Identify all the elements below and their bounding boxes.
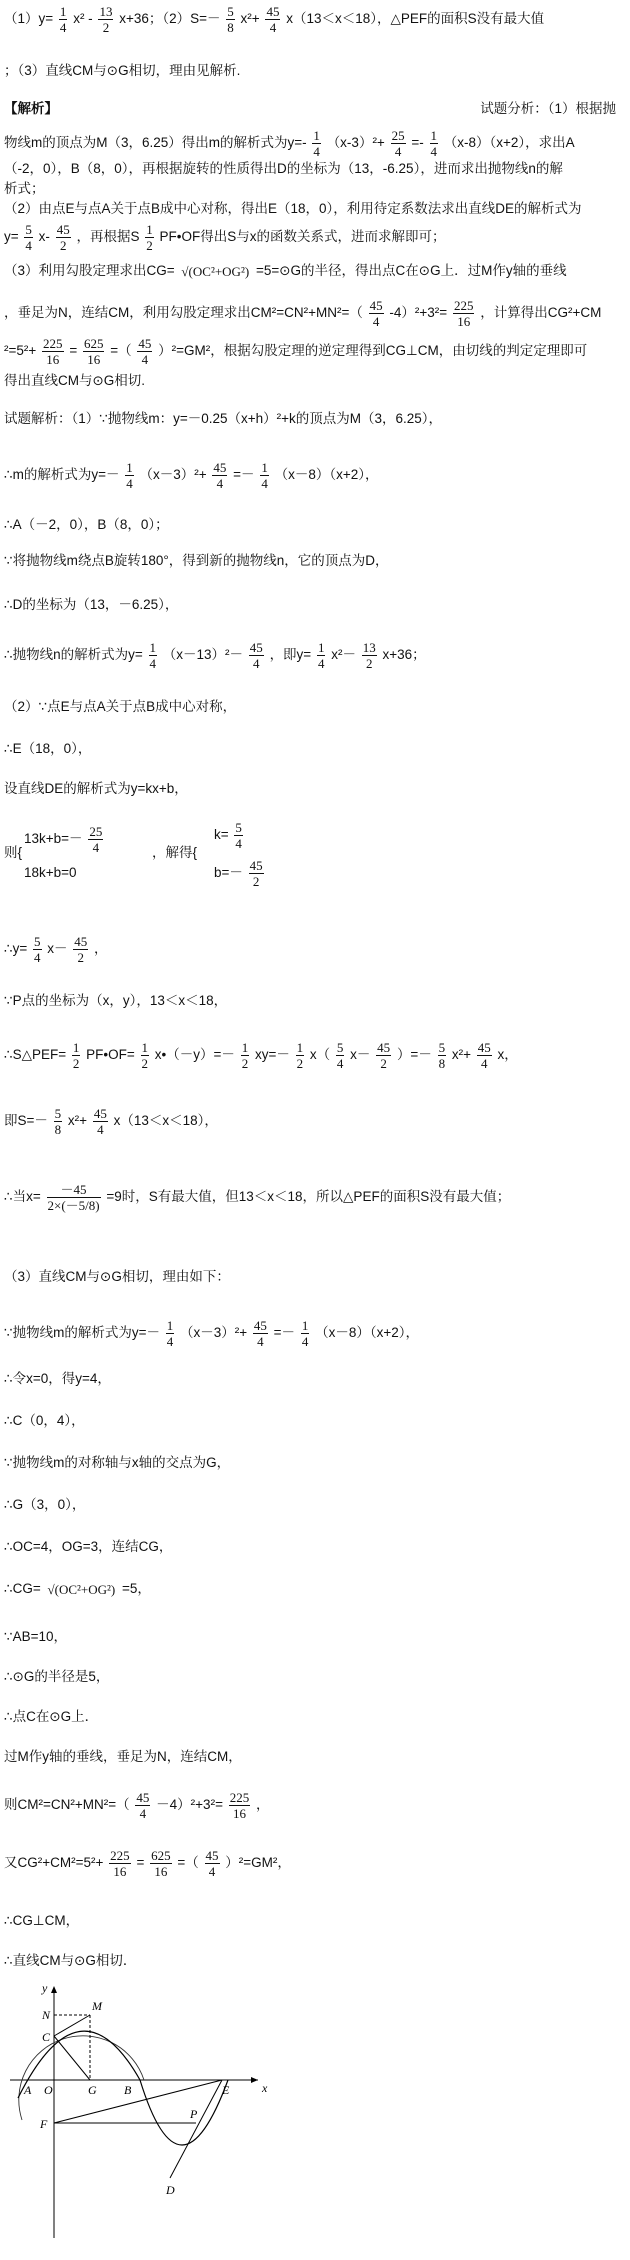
analysis-heading bbox=[4, 100, 626, 118]
fraction: $\frac{5}{8}$ bbox=[227, 4, 234, 35]
answer-line-2 bbox=[4, 62, 240, 80]
solution-line: 又CG²+CM²=5²+ $\frac{225}{16}$ = $\frac{625}{16}$ =（ $\frac{45}{4}$ ）²=GM²， bbox=[4, 1848, 291, 1879]
parabola-m bbox=[18, 2031, 140, 2098]
analysis-line: ，垂足为N，连结CM，利用勾股定理求出CM²=CN²+MN²=（ $\frac{45}{4}$ -4）²+3²= $\frac{225}{16}$ ，计算得出CG²+CM bbox=[4, 298, 602, 329]
text: ；（3）直线CM与⊙G相切，理由见解析. bbox=[4, 63, 241, 78]
solution-line: 则CM²=CN²+MN²=（ $\frac{45}{4}$ －4）²+3²= $\frac{225}{16}$ ， bbox=[4, 1790, 270, 1821]
text: （1）y= bbox=[4, 11, 54, 27]
solution-line: ∴⊙G的半径是5， bbox=[4, 1669, 110, 1684]
solution-line: 试题解析：（1）∵抛物线m：y=－0.25（x+h）²+k的顶点为M（3，6.25）， bbox=[4, 411, 443, 426]
label-m: M bbox=[92, 1999, 102, 2013]
de-line bbox=[170, 2080, 222, 2178]
analysis-line: ²=5²+ $\frac{225}{16}$ = $\frac{625}{16}$ =（ $\frac{45}{4}$ ）²=GM²，根据勾股定理的逆定理得到CG⊥CM，由切线的判定定理即可 bbox=[4, 336, 588, 367]
solution-line: ∴令x=0，得y=4， bbox=[4, 1371, 111, 1386]
solution-line: ∴A（－2，0），B（8，0）； bbox=[4, 517, 169, 532]
label-o: O bbox=[44, 2083, 53, 2097]
text: x（13＜x＜18），△PEF的面积S没有最大值 bbox=[286, 11, 545, 27]
solution-line: ∵抛物线m的对称轴与x轴的交点为G， bbox=[4, 1455, 231, 1470]
solution-line: ∴y= $\frac{5}{4}$ x－ $\frac{45}{2}$ ， bbox=[4, 934, 108, 965]
analysis-line: 得出直线CM与⊙G相切. bbox=[4, 373, 146, 388]
label-c: C bbox=[42, 2030, 51, 2044]
solution-line: 设直线DE的解析式为y=kx+b， bbox=[4, 781, 188, 796]
solution-line: ∴C（0，4）， bbox=[4, 1413, 85, 1428]
label-a: A bbox=[24, 2083, 32, 2097]
circle-arc bbox=[19, 2036, 144, 2120]
analysis-line: 析式； bbox=[4, 181, 45, 196]
label-n: N bbox=[42, 2008, 51, 2022]
solution-line: ∵AB=10， bbox=[4, 1629, 67, 1644]
solution-line: ∴点C在⊙G上． bbox=[4, 1709, 99, 1724]
fraction: $\frac{1}{4}$ bbox=[59, 4, 67, 35]
text: x² - bbox=[73, 11, 93, 27]
analysis-line: （-2，0），B（8，0），再根据旋转的性质得出D的坐标为（13，-6.25），进而求出抛物线n的解 bbox=[4, 161, 563, 176]
fraction: $\frac{45}{4}$ bbox=[266, 4, 280, 35]
solution-line: ∴抛物线n的解析式为y= $\frac{1}{4}$ （x－13）²－ $\frac{45}{4}$ ，即y= $\frac{1}{4}$ x²－ $\frac{13}{2}$ x+36； bbox=[4, 640, 426, 671]
analysis-line: 物线m的顶点为M（3，6.25）得出m的解析式为y=- $\frac{1}{4}$ （x-3）²+ $\frac{25}{4}$ =- $\frac{1}{4}$ （x-8）（x+2），求出A bbox=[4, 128, 575, 159]
solution-line: ∴CG⊥CM， bbox=[4, 1913, 80, 1928]
label-g: G bbox=[88, 2083, 97, 2097]
label-x: x bbox=[262, 2081, 268, 2095]
solution-line: ∴直线CM与⊙G相切． bbox=[4, 1953, 137, 1968]
solution-line: 过M作y轴的垂线，垂足为N，连结CM， bbox=[4, 1749, 242, 1764]
solution-line: （3）直线CM与⊙G相切，理由如下： bbox=[4, 1269, 230, 1284]
text: 试题分析：（1）根据抛 bbox=[480, 101, 616, 116]
label-e: E bbox=[222, 2083, 230, 2097]
solution-line: ∴当x= $\frac{-45}{2\times(-5/8)}$ =9时，S有最大值，但13＜x＜18，所以△PEF的面积S没有最大值； bbox=[4, 1182, 511, 1213]
solution-line: ∵P点的坐标为（x，y），13＜x＜18， bbox=[4, 993, 228, 1008]
label-p: P bbox=[190, 2107, 198, 2121]
geometry-figure bbox=[0, 1980, 300, 2250]
fraction: $\frac{13}{2}$ bbox=[99, 4, 113, 35]
solution-line: ∴D的坐标为（13，－6.25）， bbox=[4, 597, 179, 612]
analysis-line: （3）利用勾股定理求出CG= √(OC²+OG²) =5=⊙G的半径，得出点C在⊙G上．过M作y轴的垂线 bbox=[4, 263, 567, 279]
x-axis-arrow bbox=[251, 2077, 258, 2083]
heading: 【解析】 bbox=[4, 101, 58, 116]
y-axis-arrow bbox=[51, 1986, 57, 1993]
solution-line: ∴G（3，0）， bbox=[4, 1497, 86, 1512]
solution-line: ∴CG= √(OC²+OG²) =5， bbox=[4, 1581, 151, 1597]
answer-line-1 bbox=[4, 4, 544, 35]
analysis-line: （2）由点E与点A关于点B成中心对称，得出E（18，0），利用待定系数法求出直线DE的解析式为 bbox=[4, 201, 582, 216]
label-y: y bbox=[42, 1981, 48, 1995]
solution-line: ∴S△PEF= $\frac{1}{2}$ PF•OF= $\frac{1}{2}$ x•（－y）=－ $\frac{1}{2}$ xy=－ $\frac{1}{2}$ x（ $\frac{5}{4}$ x－ $\frac{45}{2}$ ）=－ $\frac{5}{8}$ x²+ $\frac{45}{4}$ x， bbox=[4, 1040, 518, 1071]
solution-line: ∴OC=4，OG=3，连结CG， bbox=[4, 1539, 173, 1554]
solution-line: ∴E（18，0）， bbox=[4, 741, 92, 756]
solution-line: 即S=－ $\frac{5}{8}$ x²+ $\frac{45}{4}$ x（13＜x＜18）， bbox=[4, 1106, 218, 1137]
solution-line: ∵抛物线m的解析式为y=－ $\frac{1}{4}$ （x－3）²+ $\frac{45}{4}$ =－ $\frac{1}{4}$ （x－8）（x+2）， bbox=[4, 1318, 419, 1349]
solution-line: ∵将抛物线m绕点B旋转180°，得到新的抛物线n，它的顶点为D， bbox=[4, 553, 389, 568]
solution-line: （2）∵点E与点A关于点B成中心对称， bbox=[4, 699, 237, 714]
label-b: B bbox=[124, 2083, 132, 2097]
analysis-line: y= $\frac{5}{4}$ x- $\frac{45}{2}$ ，再根据S $\frac{1}{2}$ PF•OF得出S与x的函数关系式，进而求解即可； bbox=[4, 222, 446, 253]
label-d: D bbox=[166, 2183, 175, 2197]
cg-line bbox=[54, 2036, 90, 2080]
label-f: F bbox=[40, 2117, 48, 2131]
solution-line: ∴m的解析式为y=－ $\frac{1}{4}$ （x－3）²+ $\frac{45}{4}$ =－ $\frac{1}{4}$ （x－8）（x+2）， bbox=[4, 460, 379, 491]
text: x+36；（2）S=－ bbox=[119, 11, 221, 27]
text: x²+ bbox=[240, 11, 260, 27]
